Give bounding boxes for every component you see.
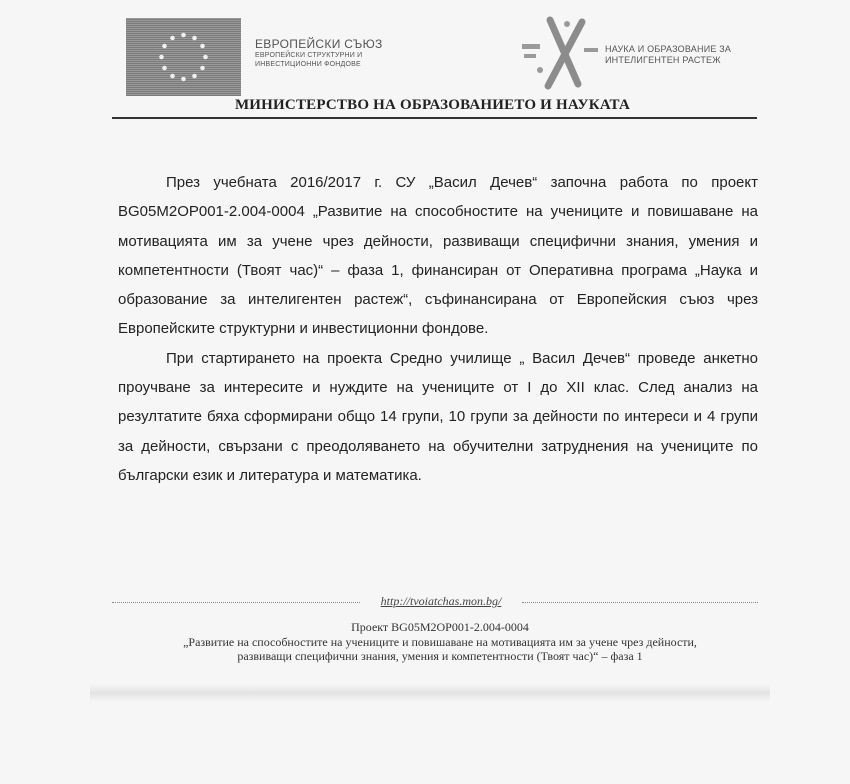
footer-url-link[interactable]: http://tvoiatchas.mon.bg/ <box>380 594 502 608</box>
ministry-heading: МИНИСТЕРСТВО НА ОБРАЗОВАНИЕТО И НАУКАТА <box>234 97 631 113</box>
footer-project-info <box>130 620 750 664</box>
op-science-logo-icon <box>520 14 602 94</box>
op-logo-line-1: НАУКА И ОБРАЗОВАНИЕ ЗА <box>605 44 732 54</box>
body-paragraph-2: При стартирането на проекта Средно училище „ Васил Дечев“ проведе анкетно проучване за интересите и нуждите на учениците от I до XII клас. След анализ на резултатите бяха сформирани общо 14 групи, 10 групи за дейности по интереси и 4 групи за дейности, свързани с преодоляването на обучителни затруднения на учениците по български език и литература и математика. <box>118 349 758 484</box>
eu-logo-subtitle-2: ИНВЕСТИЦИОННИ ФОНДОВЕ <box>255 61 361 68</box>
footer-divider-right <box>522 602 758 603</box>
footer-project-code: Проект BG05M2OP001-2.004-0004 <box>351 620 529 634</box>
footer-project-title-2: развиващи специфични знания, умения и компетентности (Твоят час)“ – фаза 1 <box>237 649 643 663</box>
op-logo-line-2: ИНТЕЛИГЕНТЕН РАСТЕЖ <box>605 55 721 65</box>
document-body <box>118 168 758 490</box>
scan-artifact <box>90 684 770 702</box>
body-paragraph-1: През учебната 2016/2017 г. СУ „Васил Дечев“ започна работа по проект BG05M2OP001-2.004-0004 „Развитие на способностите на учениците и повишаване на мотивацията им за учене чрез дейности, развиващи специфични знания, умения и компетентности (Твоят час)“ – фаза 1, финансиран от Оперативна програма „Наука и образование за интелигентен растеж“, съфинансирана от Европейския съюз чрез Европейските структурни и инвестиционни фондове. <box>118 174 758 338</box>
eu-flag-icon <box>126 18 241 96</box>
op-logo-text <box>605 44 755 66</box>
footer-divider-left <box>112 602 360 603</box>
header-divider <box>112 117 757 119</box>
footer-project-title-1: „Развитие на способностите на учениците и повишаване на мотивацията им за учене чрез дейности, <box>183 634 697 649</box>
eu-logo-subtitle-1: ЕВРОПЕЙСКИ СТРУКТУРНИ И <box>255 52 363 59</box>
eu-logo-text <box>255 38 385 68</box>
eu-logo-title: ЕВРОПЕЙСКИ СЪЮЗ <box>255 37 383 51</box>
